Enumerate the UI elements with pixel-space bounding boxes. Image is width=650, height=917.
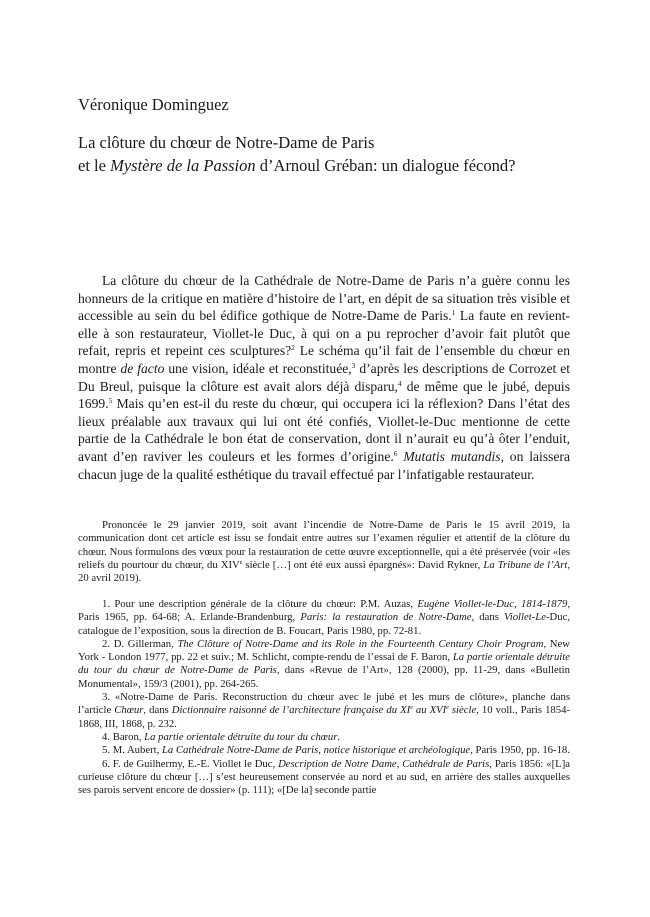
footnote-ref: 6 <box>393 449 398 459</box>
unnumbered-note <box>78 519 570 585</box>
body-text-run: , on laissera chacun juge de la qualité esthétique du travail effectué par l’infatigable restaurateur. <box>78 448 570 482</box>
footnote-text: . <box>337 730 341 743</box>
footnote-italic: Viollet-Le <box>504 611 546 624</box>
body-text-run: La faute en revient-elle à son restaurateur, Viollet-le Duc, à qui on a pu reprocher d’avoir fait plutôt que refait, repris et repeint ces sculptures? <box>78 308 570 359</box>
footnote-5 <box>78 744 570 757</box>
footnote-text: 6. F. de Guilhermy, E.-E. Viollet le Duc, <box>102 757 279 770</box>
title-italic-work: Mystère de la Passion <box>110 156 256 175</box>
body-italic: de facto <box>120 360 165 376</box>
footnote-italic-run: au XVI <box>412 704 447 717</box>
footnote-text: 3. «Notre-Dame de Paris. Reconstruction du chœur avec le jubé et les murs de clôture», planche dans l’article <box>78 691 570 717</box>
footnote-ref: 5 <box>108 396 113 406</box>
note-text: siècle […] ont été eux aussi épargnés»: David Rykner, <box>242 558 484 571</box>
footnote-italic: Description de Notre Dame, Cathédrale de Paris <box>278 757 490 770</box>
footnote-text: , Paris 1856: «[L]a curieuse clôture du chœur […] s’est heureusement conservée au nord et au sud, en arrière des stalles auxquelles ses parois servent encore de dossier» (p. 111); «[De la] seconde partie <box>78 757 571 797</box>
footnote-italic-run: siècle <box>448 704 477 717</box>
title-line-1: La clôture du chœur de Notre-Dame de Paris <box>78 133 375 152</box>
footnote-6 <box>78 758 570 798</box>
title-text: d’Arnoul Gréban: un dialogue fécond? <box>255 156 516 175</box>
footnote-ref: 4 <box>397 378 402 388</box>
note-text: Prononcée le 29 janvier 2019, soit avant l’incendie de Notre-Dame de Paris le 15 avril 2019, la communication dont cet article est issu se fondait entre autres sur l’examen régulier et attentif de la clôture du chœur. Nous formulons des vœux pour la restauration de cette œuvre exceptionnelle, qui a été préservée (voir «les reliefs du pourtour du chœur, du XIV <box>78 519 570 571</box>
body-italic: Mutatis mutandis <box>403 448 501 464</box>
body-text-run: de même que le jubé, depuis 1699. <box>78 378 571 412</box>
footnote-3 <box>78 691 570 731</box>
footnote-text: , 10 voll., Paris 1854-1868, III, 1868, p. 232. <box>78 704 571 730</box>
footnote-italic: La Cathédrale Notre-Dame de Paris, notice historique et archéologique <box>161 744 471 757</box>
footnote-text: 5. M. Aubert, <box>102 744 162 757</box>
footnote-ref: 3 <box>351 361 356 371</box>
footnote-ref: 2 <box>291 343 295 353</box>
body-text-run: une vision, idéale et reconstituée, <box>164 360 352 376</box>
footnote-1 <box>78 598 570 638</box>
footnote-italic-run: Dictionnaire raisonné de l’architecture française du XI <box>171 704 411 717</box>
note-sup: e <box>239 560 243 567</box>
footnote-sup: e <box>410 705 413 712</box>
footnote-text: , New York - London 1977, pp. 22 et suiv.; M. Schlicht, compte-rendu de l’essai de F. Baron, <box>78 637 570 664</box>
article-title <box>78 131 578 177</box>
footnotes <box>78 598 570 797</box>
body-text-run: Mais qu’en est-il du reste du chœur, qui occupera ici la réflexion? Dans l’état des lieux préalable aux travaux qui lui ont été confiés, Viollet-le-Duc mentionne de cette partie de la Cathédrale le bon état de conservation, dont il n’aurait eu qu’à ôter l’enduit, avant d’en raviver les couleurs et les formes d’origine. <box>78 396 570 464</box>
footnote-italic: Chœur <box>114 704 144 717</box>
title-line-2 <box>78 154 578 177</box>
footnote-sup: e <box>446 705 449 712</box>
body-text-run: d’après les descriptions de Corrozet et Du Breul, puisque la clôture est avait alors déjà disparu, <box>78 360 571 394</box>
footnote-italic: Eugène Viollet-le-Duc, 1814-1879 <box>417 598 568 610</box>
footnote-italic: Paris: la restauration de Notre-Dame <box>300 611 472 624</box>
footnote-text: 4. Baron, <box>102 730 145 743</box>
footnote-text: -Duc, catalogue de l’exposition, sous la direction de B. Foucart, Paris 1980, pp. 72-81. <box>78 611 570 637</box>
footnote-text: , dans <box>143 704 172 717</box>
footnote-text: , dans <box>471 611 504 624</box>
footnote-text: 1. Pour une description générale de la clôture du chœur: P.M. Auzas, <box>102 598 418 610</box>
body-text-run: Le schéma qu’il fait de l’ensemble du chœur en montre <box>78 343 570 376</box>
note-text: , 20 avril 2019). <box>78 558 570 585</box>
footnote-text: 2. D. Gillerman, <box>102 637 178 650</box>
footnote-ref: 1 <box>451 308 456 318</box>
footnote-italic: La partie orientale détruite du tour du chœur de Notre-Dame de Paris <box>78 651 570 677</box>
footnote-italic <box>172 704 476 716</box>
footnote-text: , Paris 1950, pp. 16-18. <box>470 744 570 757</box>
footnote-4 <box>78 731 570 744</box>
body-paragraph <box>78 272 570 483</box>
footnote-text: , Paris 1965, pp. 64-68; A. Erlande-Brandenburg, <box>78 598 570 624</box>
title-text: et le <box>78 156 111 175</box>
body-text-run: La clôture du chœur de la Cathédrale de Notre-Dame de Paris n’a guère connu les honneurs de la critique en matière d’histoire de l’art, en dépit de sa situation très visible et accessible au sein du bel édifice gothique de Notre-Dame de Paris. <box>78 273 570 324</box>
author-name: Véronique Dominguez <box>78 95 229 114</box>
footnote-2 <box>78 638 570 691</box>
footnote-italic: La partie orientale détruite du tour du chœur <box>144 730 338 743</box>
footnote-text: , dans «Revue de l’Art», 128 (2000), pp. 11-29, dans «Bulletin Monumental», 159/3 (2001), pp. 264-265. <box>78 664 570 690</box>
footnote-italic: The Clôture of Notre-Dame and its Role in the Fourteenth Century Choir Program <box>177 637 544 650</box>
note-italic: La Tribune de l’Art <box>483 558 568 571</box>
